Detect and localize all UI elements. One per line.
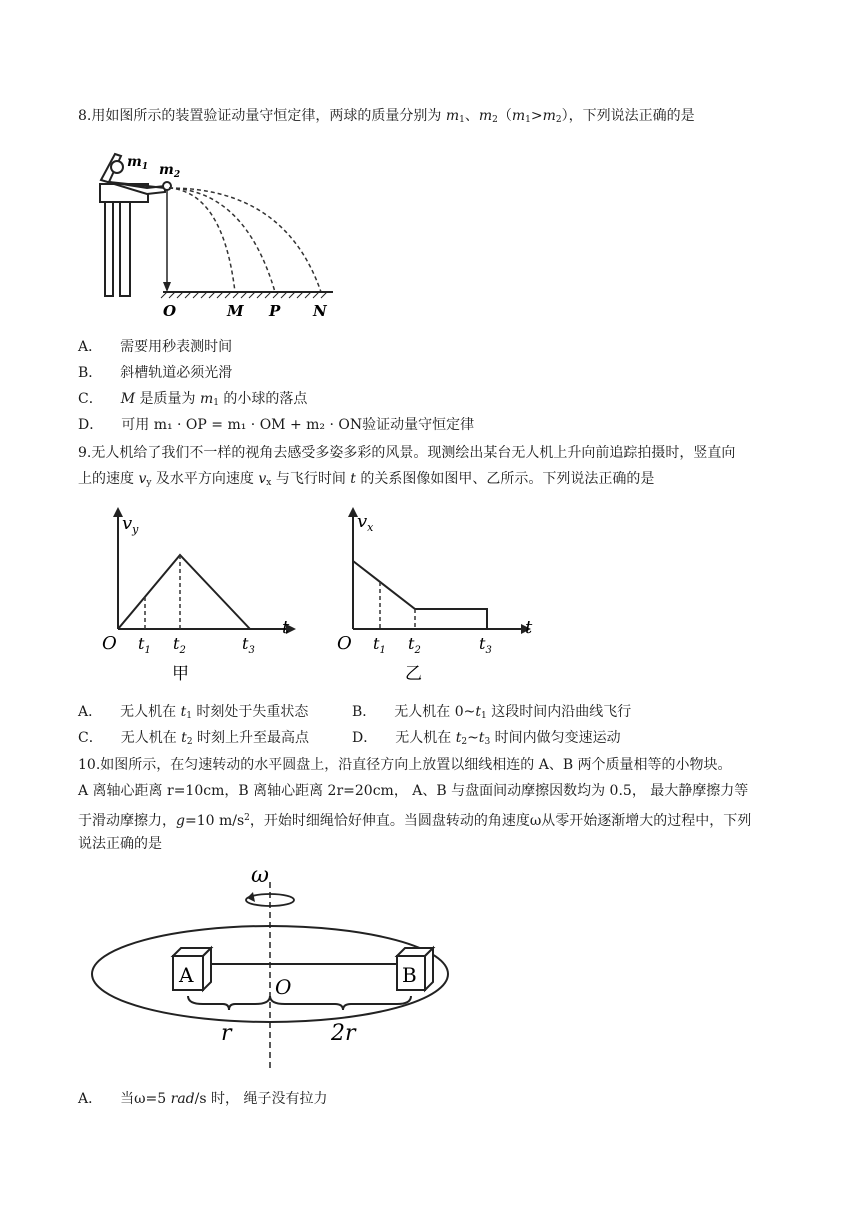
q10-option-a: A． 当ω=5 rad/s 时， 绳子没有拉力 [78,1091,328,1107]
q8-option-b: B． 斜槽轨道必须光滑 [78,365,233,381]
tick-t3: $t_3$ [479,634,492,656]
t-axis-label: t [282,617,290,638]
q9-stem-line2: 上的速度 $v_y$ 及水平方向速度 $v_x$ 与飞行时间 t 的关系图像如图甲、乙所示。下列说法正确的是 [78,471,655,488]
label-N: N [313,302,327,320]
tick-t2: $t_2$ [173,634,186,656]
q8-stem: 8.用如图所示的装置验证动量守恒定律，两球的质量分别为 $m_1$、$m_2(m_1>m_2)$，下列说法正确的是 [78,108,695,125]
q10-stem-line2: A 离轴心距离 r=10cm，B 离轴心距离 2r=20cm， A、B 与盘面间动摩擦因数均为 0.5， 最大静摩擦力等 [78,783,749,799]
block-b-label: B [402,963,417,987]
graph-vx [325,505,545,690]
vy-axis-label: $v_y$ [122,513,139,536]
label-P: P [269,302,281,320]
q10-turntable-figure [85,862,465,1074]
two-r-label: 2r [331,1021,356,1046]
label-m2: $m_2$ [159,162,181,180]
q9-option-a: A． 无人机在 $t_1$ 时刻处于失重状态 [78,704,309,721]
momentum-formula: m₁ · OP = m₁ · OM + m₂ · ON [153,417,363,433]
tick-t3: $t_3$ [242,634,255,656]
q10-stem-line1: 10.如图所示，在匀速转动的水平圆盘上，沿直径方向上放置以细线相连的 A、B 两个质量相等的小物块。 [78,757,732,773]
tick-t2: $t_2$ [408,634,421,656]
q8-option-a: A． 需要用秒表测时间 [78,339,233,355]
caption-yi: 乙 [405,664,422,684]
q10-stem-line4: 说法正确的是 [78,836,162,852]
label-M: M [227,302,244,320]
q8-option-d: D． 可用 m₁ · OP = m₁ · OM + m₂ · ON验证动量守恒定律 [78,417,475,433]
tick-t1: $t_1$ [138,634,151,656]
graph-vy [90,505,305,690]
q9-option-b: B． 无人机在 $0\sim t_1$ 这段时间内沿曲线飞行 [352,704,632,721]
q9-stem-line1: 9.无人机给了我们不一样的视角去感受多姿多彩的风景。现测绘出某台无人机上升向前追踪拍摄时，竖直向 [78,445,736,461]
caption-jia: 甲 [172,664,189,684]
center-label: O [275,975,292,999]
q9-option-c: C． 无人机在 $t_2$ 时刻上升至最高点 [78,730,309,747]
omega-symbol: ω [251,863,269,888]
t-axis-label: t [525,617,533,638]
label-m1: $m_1$ [127,154,149,172]
block-a-label: A [179,963,194,987]
r-label: r [221,1021,232,1046]
q9-option-d: D． 无人机在 $t_2\sim t_3$ 时间内做匀变速运动 [352,730,621,747]
q10-stem-line3: 于滑动摩擦力，g=10 $m/s^2$，开始时细绳恰好伸直。当圆盘转动的角速度ω从零开始逐渐增大的过程中，下列 [78,813,752,829]
label-O: O [163,302,177,320]
q8-option-c: C． M 是质量为 $m_1$ 的小球的落点 [78,391,308,408]
origin-label: O [337,633,352,654]
q8-figure [95,140,345,330]
origin-label: O [102,633,117,654]
tick-t1: $t_1$ [373,634,386,656]
vx-axis-label: $v_x$ [357,511,374,534]
